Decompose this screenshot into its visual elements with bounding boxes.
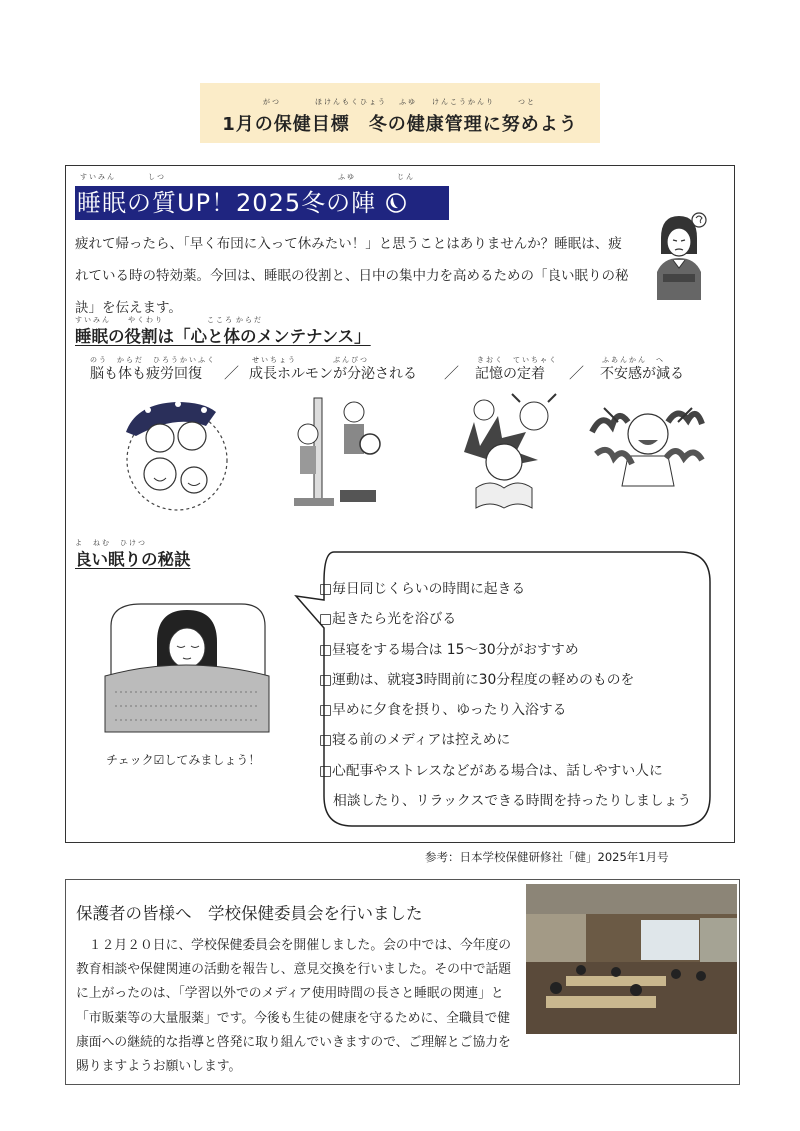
title-ruby: ふゆ	[338, 173, 356, 181]
sleep-tip: □起きたら光を浴びる	[319, 611, 457, 628]
sleep-tip: □運動は、就寝3時間前に30分程度の軽めのものを	[319, 671, 635, 688]
role-separator: ／	[569, 364, 585, 382]
tired-student-illustration	[643, 208, 715, 300]
check-note: チェック☑してみましょう！	[106, 753, 261, 767]
role-fatigue-recovery: 脳も体も疲労回復	[90, 366, 202, 382]
sleep-article	[65, 165, 735, 843]
goal-ruby: つと	[518, 98, 536, 106]
role-growth-hormone: 成長ホルモンが分泌される	[249, 366, 417, 382]
sleep-tip-continuation: 相談したり、リラックスできる時間を持ったりしましょう	[333, 793, 692, 810]
sleep-tip: □心配事やストレスなどがある場合は、話しやすい人に	[319, 762, 663, 779]
meeting-photo	[526, 884, 737, 1034]
goal-ruby: けんこうかんり	[432, 98, 495, 106]
role-separator: ／	[224, 364, 240, 382]
title-ruby: すいみん	[80, 173, 116, 181]
secrets-heading: 良い眠りの秘訣	[75, 550, 191, 569]
parent-notice-title: 保護者の皆様へ 学校保健委員会を行いました	[76, 904, 423, 923]
secrets-heading-ruby: よ ねむ ひけつ	[75, 539, 147, 547]
role-heading: 睡眠の役割は「心と体のメンテナンス」	[75, 327, 371, 346]
article-title-text: 睡眠の質UP！2025冬の陣	[77, 189, 377, 217]
role-separator: ／	[444, 364, 460, 382]
title-ruby: じん	[397, 173, 415, 181]
monthly-goal-banner	[200, 83, 600, 143]
role-memory: 記憶の定着	[475, 366, 545, 382]
title-ruby: しつ	[148, 173, 166, 181]
article-intro: 疲れて帰ったら、「早く布団に入って休みたい！」と思うことはありませんか？睡眠は、疲れている時の特効薬。今回は、睡眠の役割と、日中の集中力を高めるための「良い眠りの秘訣」を伝えます。	[75, 236, 629, 316]
moon-icon	[385, 192, 407, 214]
role-heading-ruby: からだ	[236, 316, 263, 324]
fatigue-recovery-illustration	[108, 392, 246, 512]
parent-notice-body: １２月２０日に、学校保健委員会を開催しました。会の中では、今年度の教育相談や保健関連の活動を報告し、意見交換を行いました。その中で話題に上がったのは、「学習以外でのメディア使用時間の長さと睡眠の関連」と「市販薬等の大量服薬」です。今後も生徒の健康を守るために、全職員で健康面への継続的な指導と啓発に取り組んでいきますので、ご理解とご協力を賜りますようお願いします。	[76, 938, 512, 1075]
role-heading-ruby: すいみん	[75, 316, 111, 324]
goal-ruby: ほけんもくひょう	[315, 98, 387, 106]
role-heading-ruby: やくわり	[128, 316, 164, 324]
sleeping-girl-illustration	[101, 596, 271, 736]
role-ruby: きおく ていちゃく	[477, 356, 558, 364]
role-heading-ruby: こころ	[207, 316, 234, 324]
goal-ruby: がつ	[263, 98, 281, 106]
memory-illustration	[454, 392, 572, 512]
sleep-tip: □早めに夕食を摂り、ゆったり入浴する	[319, 702, 567, 719]
sleep-tip: □昼寝をする場合は 15～30分がおすすめ	[319, 641, 579, 658]
sleep-tip: □寝る前のメディアは控えめに	[319, 732, 511, 749]
sleep-tips-list	[319, 574, 719, 816]
article-title	[75, 186, 449, 220]
parent-notice	[65, 879, 740, 1085]
anxiety-reduction-illustration	[588, 392, 708, 512]
role-ruby: ふあんかん へ	[602, 356, 665, 364]
growth-hormone-illustration	[284, 392, 394, 512]
goal-ruby: ふゆ	[399, 98, 417, 106]
reference-note: 参考：日本学校保健研修社「健」2025年1月号	[425, 850, 669, 864]
role-ruby: せいちょう ぶんぴつ	[252, 356, 369, 364]
role-ruby: のう からだ ひろうかいふく	[90, 356, 216, 364]
monthly-goal-text: 1月の保健目標 冬の健康管理に努めよう	[222, 114, 578, 135]
role-anxiety-reduction: 不安感が減る	[600, 366, 684, 382]
sleep-tip: □毎日同じくらいの時間に起きる	[319, 581, 526, 597]
